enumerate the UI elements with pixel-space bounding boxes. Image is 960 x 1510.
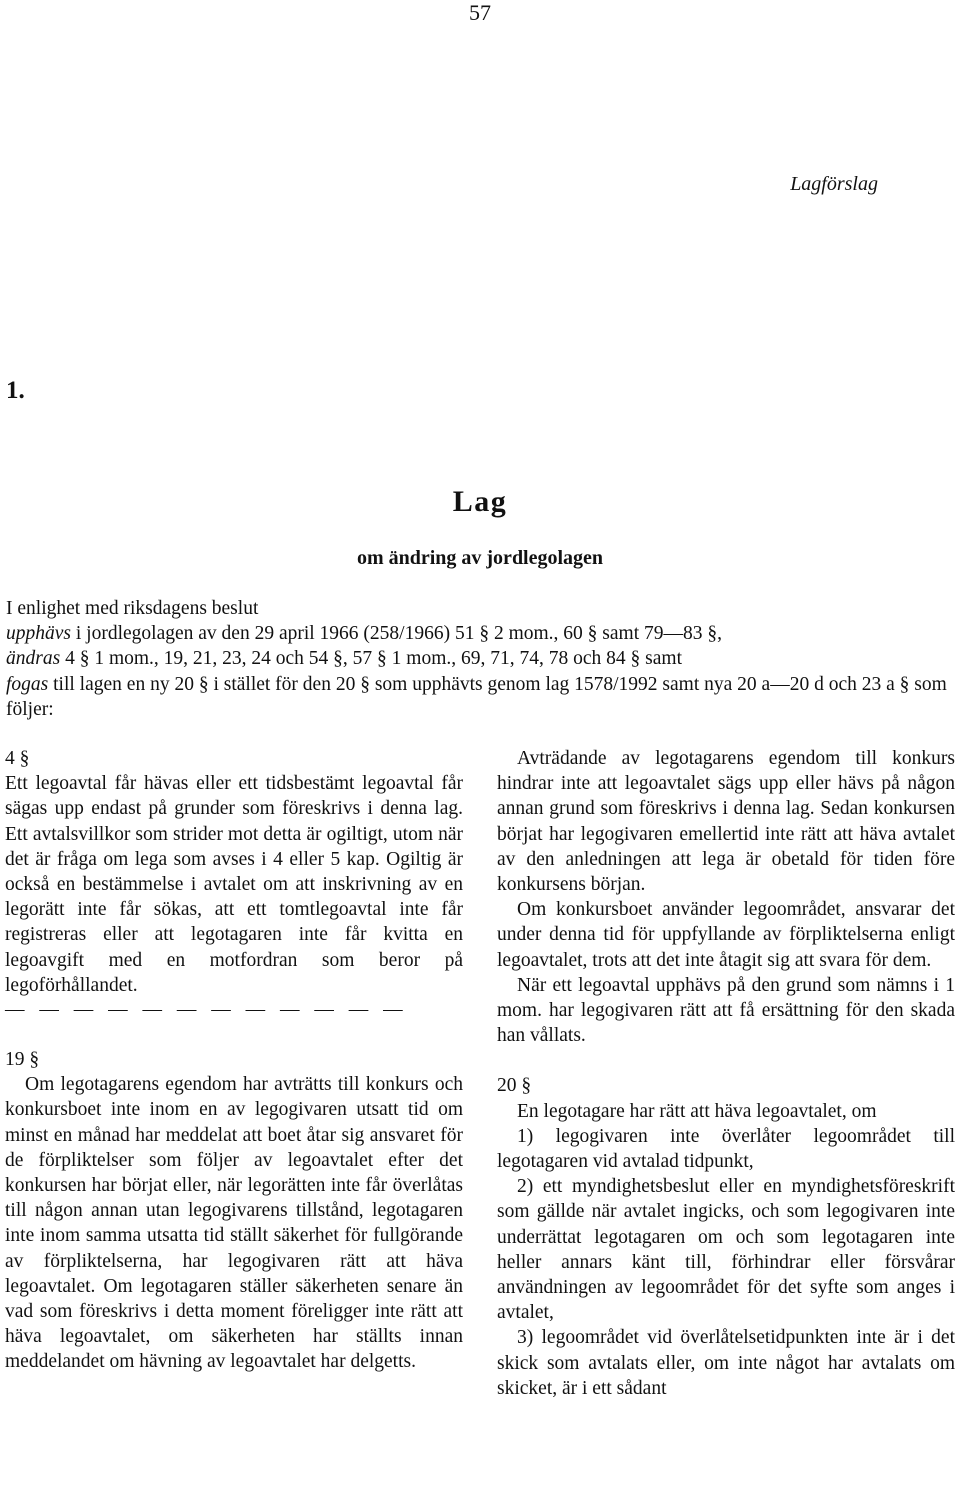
- law-subtitle: om ändring av jordlegolagen: [356, 547, 604, 569]
- section-20-item-1: 1) legogivaren inte överlåter legoområdet till legotagaren vid avtalad tidpunkt,: [497, 1125, 955, 1173]
- preamble-intro: I enlighet med riksdagens beslut: [6, 598, 259, 619]
- repealed-text: i jordlegolagen av den 29 april 1966 (258/1966) 51 § 2 mom., 60 § samt 79—83 §,: [71, 623, 722, 645]
- preamble-repealed: [6, 621, 956, 646]
- law-title: Lag: [452, 485, 508, 518]
- page-number: 57: [469, 0, 491, 25]
- preamble: [6, 596, 956, 722]
- section-20-item-3: 3) legoområdet vid överlåtelsetidpunkten inte är i det skick som avtalats eller, om inte något har avtalats om skicket, är i ett sådant: [497, 1327, 955, 1399]
- added-text: till lagen en ny 20 § i stället för den 20 § som upphävts genom lag 1578/1992 samt nya 20 a—20 d och 23 a § som följer:: [6, 673, 947, 720]
- amended-label: ändras: [6, 648, 61, 670]
- amended-text: 4 § 1 mom., 19, 21, 23, 24 och 54 §, 57 § 1 mom., 69, 71, 74, 78 och 84 § samt: [60, 648, 682, 670]
- section-20-item-2: 2) ett myndighetsbeslut eller en myndighetsföreskrift som gällde när avtalet ingicks, och som legogivaren inte underrättat legotagaren om och som legotagaren inte heller annars känt till, förhindrar eller försvårar användningen av legoområdet för det syfte som anges i avtalet,: [497, 1176, 955, 1324]
- section-4-heading: 4 §: [5, 748, 30, 769]
- preamble-amended: [6, 646, 956, 671]
- section-number: 1.: [6, 377, 25, 404]
- section-19-paragraph-3: Om konkursboet använder legoområdet, ansvarar det under denna tid för uppfyllande av förpliktelserna enligt legoavtalet, trots att det inte åtagit sig att svara för dem.: [497, 899, 955, 971]
- preamble-added: [6, 672, 956, 722]
- running-title: Lagförslag: [790, 173, 878, 195]
- section-19-heading: 19 §: [5, 1049, 40, 1071]
- left-column: [5, 746, 463, 1375]
- section-20-heading: 20 §: [497, 1075, 532, 1097]
- section-19-paragraph-2: Avträdande av legotagarens egendom till konkurs hindrar inte att legoavtalet sägs upp eller hävs på någon annan grund som föreskrivs i denna lag. Sedan konkursen börjat har legogivaren emellertid inte rätt att häva avtalet av den anledningen att lega är obetald för tiden före konkursens början.: [497, 748, 955, 896]
- section-4-paragraph: Ett legoavtal får hävas eller ett tidsbestämt legoavtal får sägas upp endast på grunder som föreskrivs i denna lag. Ett avtalsvillkor som strider mot detta är ogiltigt, utom när det är fråga om lega som avses i 4 eller 5 kap. Ogiltig är också en bestämmelse i avtalet om att inskrivning av en legorätt inte får sökas, att ett tomtlegoavtal inte får registreras eller att legotagaren inte får kvitta en legoavgift med en motfordran som beror på legoförhållandet.: [5, 773, 463, 996]
- right-column: [497, 746, 955, 1401]
- omission-dashes: — — — — — — — — — — — —: [5, 999, 408, 1021]
- section-20-intro: En legotagare har rätt att häva legoavtalet, om: [517, 1100, 877, 1122]
- repealed-label: upphävs: [6, 623, 71, 645]
- section-19-paragraph-1: Om legotagarens egendom har avträtts till konkurs och konkursboet inte inom en av legogivaren utsatt tid om minst en månad har meddelat att boet åtar sig ansvaret för de förpliktelser som följer av legoavtalet efter det konkursen har börjat eller, när legorätten inte får överlåtas till någon annan utan legogivarens tillstånd, legotagaren inte inom samma utsatta tid ställt säkerhet för fullgörande av förpliktelserna, har legogivaren rätt att häva legoavtalet. Om legotagaren ställer säkerheten senare än vad som föreskrivs i detta moment föreligger inte rätt att häva legoavtalet, om säkerheten har ställts innan meddelandet om hävning av legoavtalet har delgetts.: [5, 1074, 463, 1373]
- added-label: fogas: [6, 673, 49, 695]
- section-19-paragraph-4: När ett legoavtal upphävs på den grund som nämns i 1 mom. har legogivaren rätt att få ersättning för den skada han vållats.: [497, 974, 955, 1047]
